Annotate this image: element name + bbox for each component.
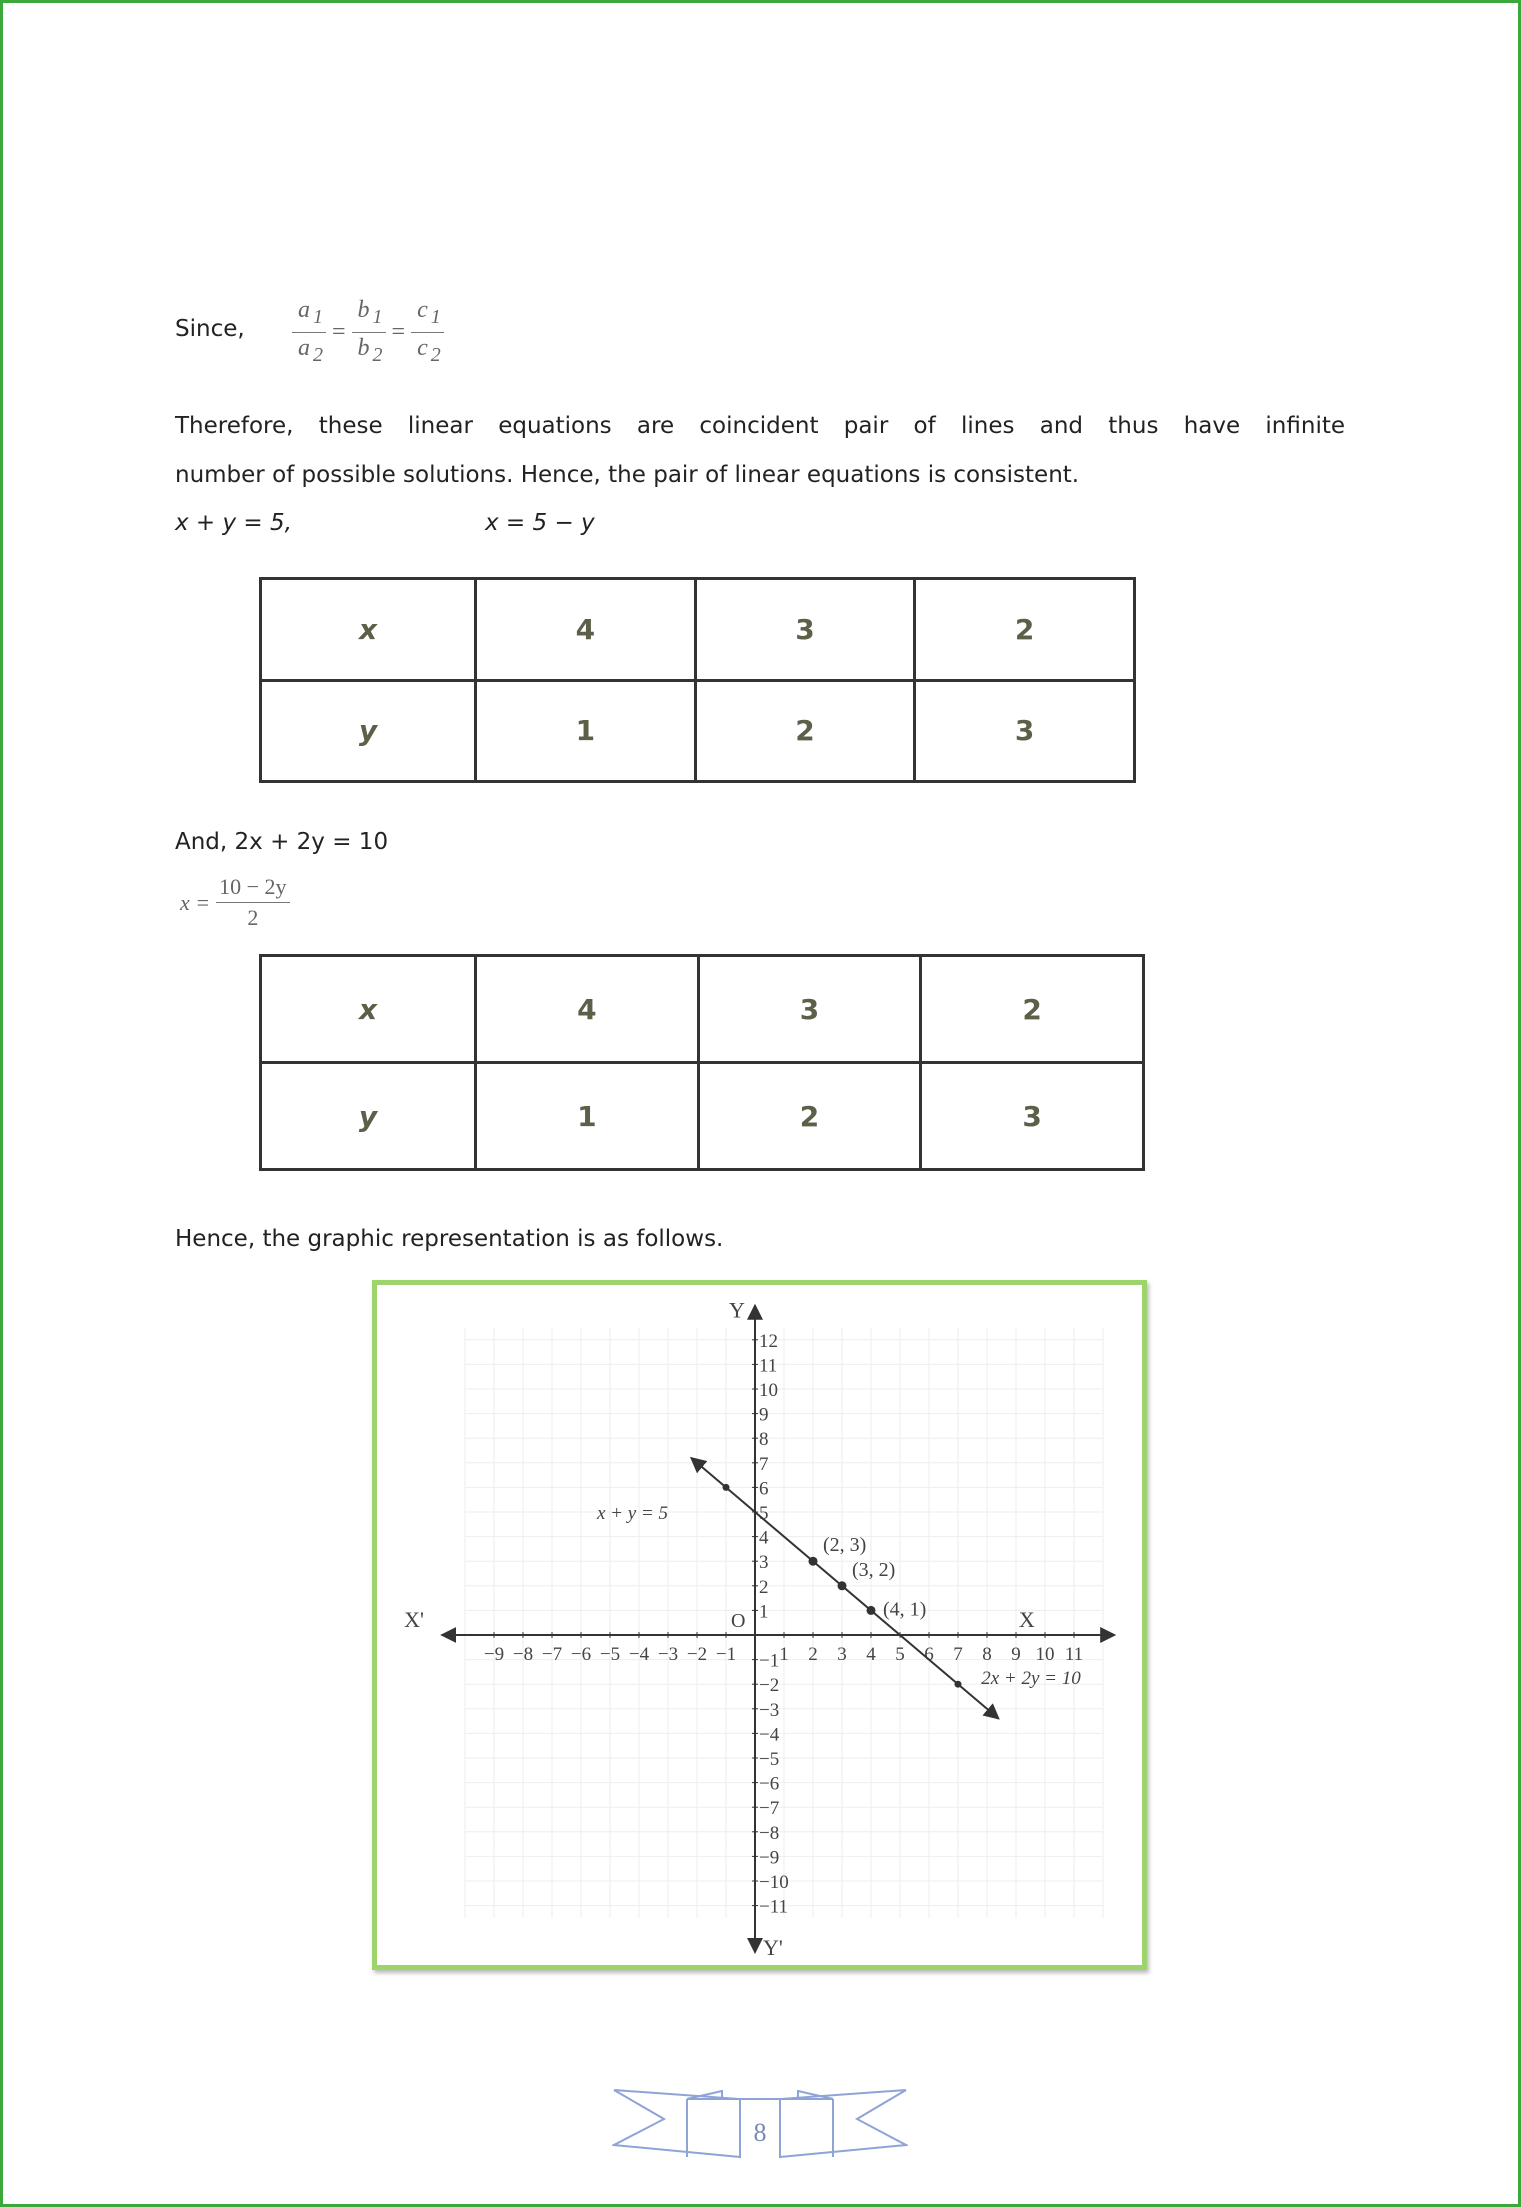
x-tick-label: −8 [512,1644,534,1665]
coordinate-graph [377,1285,1142,1965]
x-tick-label: 10 [1035,1644,1055,1665]
graph-frame [372,1280,1147,1970]
page-number: 8 [753,2118,767,2147]
x-tick-label: 9 [1011,1644,1021,1665]
table-row [261,579,1135,681]
equation-1: x + y = 5, [175,510,292,536]
table-cell: 2 [695,680,915,782]
y-tick-label: 9 [759,1404,769,1426]
y-tick-label: 4 [759,1527,769,1549]
table-row [261,956,1144,1063]
y-tick-label: −6 [759,1773,780,1795]
table-cell: 2 [915,579,1135,681]
y-tick-label: −5 [759,1749,780,1770]
x-tick-label: −9 [483,1644,505,1665]
table-cell: 3 [698,956,921,1063]
data-point [809,1557,818,1566]
y-axis-label: Y [729,1297,745,1323]
table-cell: 3 [695,579,915,681]
x-tick-label: 4 [866,1644,876,1665]
line-label-2: 2x + 2y = 10 [981,1667,1081,1689]
x-tick-label: −5 [599,1644,621,1665]
table-cell: x [261,579,476,681]
x-tick-label: 11 [1064,1644,1084,1665]
y-tick-label: 5 [759,1503,769,1524]
y-tick-label: −9 [759,1847,780,1869]
x-tick-label: −3 [657,1644,679,1665]
paragraph-line-2: number of possible solutions. Hence, the pair of linear equations is consistent. [175,462,1080,488]
y-tick-label: −7 [759,1798,780,1820]
x-tick-label: 1 [779,1644,789,1665]
x-tick-label: 2 [808,1644,818,1665]
x-tick-label: −1 [715,1644,737,1665]
data-point-label: (4, 1) [883,1598,927,1621]
table-cell: 2 [921,956,1144,1063]
y-tick-label: −11 [759,1896,789,1918]
table-cell: 3 [921,1063,1144,1170]
y-tick-label: 3 [759,1552,769,1574]
since-label: Since, [175,316,245,342]
table-cell: 4 [476,956,699,1063]
equation-2-fraction: x = $\frac{10 - 2y}{2}$ [180,872,290,933]
x-tick-label: 3 [837,1644,847,1665]
data-point [838,1581,847,1590]
table-cell: 1 [476,1063,699,1170]
line-point [955,1681,962,1688]
y-tick-label: 6 [759,1478,769,1500]
x-tick-label: −6 [570,1644,592,1665]
ratio-equation: $\frac{a _1}{a _2}$ = $\frac{b _1}{b _2}$ = $\frac{c _1}{c _2}$ [292,295,444,370]
table-cell: y [261,1063,476,1170]
values-table-2 [259,954,1145,1171]
y-tick-label: 12 [759,1330,778,1352]
y-tick-label: −10 [759,1872,789,1893]
y-neg-axis-label: Y' [763,1934,783,1960]
table-cell: x [261,956,476,1063]
table-cell: 3 [915,680,1135,782]
table-row [261,1063,1144,1170]
y-tick-label: 10 [759,1380,778,1401]
line-label-1: x + y = 5 [596,1503,668,1524]
graph-intro: Hence, the graphic representation is as follows. [175,1226,724,1252]
x-axis-label: X [1018,1607,1035,1632]
y-tick-label: 1 [759,1601,769,1623]
line-point [723,1484,730,1491]
x-tick-label: −7 [541,1644,563,1665]
y-tick-label: 8 [759,1429,769,1451]
x-tick-label: −2 [686,1644,708,1665]
y-tick-label: 11 [759,1355,778,1377]
x-tick-label: −4 [628,1644,650,1665]
table-row [261,680,1135,782]
x-tick-label: 7 [953,1644,963,1665]
origin-label: O [731,1610,746,1632]
y-tick-label: −8 [759,1822,780,1844]
y-tick-label: 2 [759,1576,769,1598]
x-neg-axis-label: X' [404,1607,424,1632]
y-tick-label: −1 [759,1650,780,1672]
x-tick-label: 8 [982,1644,992,1665]
table-cell: 1 [476,680,696,782]
values-table-1 [259,577,1136,783]
y-tick-label: −3 [759,1699,780,1721]
y-tick-label: −2 [759,1675,780,1697]
data-point-label: (3, 2) [852,1558,896,1581]
table-cell: y [261,680,476,782]
paragraph-line-1: Therefore, these linear equations are coincident pair of lines and thus have infinite [175,413,1345,439]
data-point [867,1606,876,1615]
equation-2: And, 2x + 2y = 10 [175,829,389,855]
x-tick-label: 6 [924,1644,934,1665]
table-cell: 2 [698,1063,921,1170]
y-tick-label: 7 [759,1453,769,1475]
table-cell: 4 [476,579,696,681]
equation-1-solved: x = 5 − y [485,510,595,536]
y-tick-label: −4 [759,1724,780,1746]
data-point-label: (2, 3) [823,1534,867,1557]
x-tick-label: 5 [895,1644,905,1665]
